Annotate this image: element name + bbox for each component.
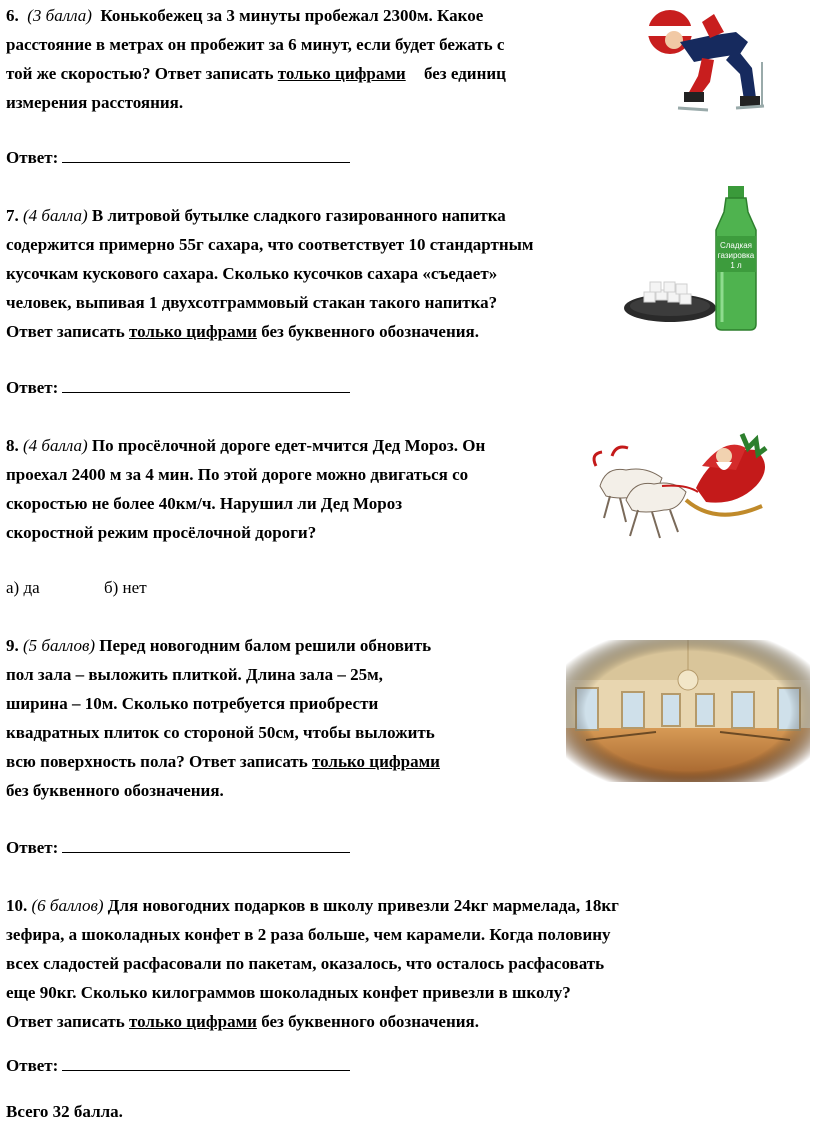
q7-line-5 [6, 320, 479, 344]
q9-text-6: без буквенного обозначения. [6, 781, 224, 800]
q7-text-5b: без буквенного обозначения. [261, 322, 480, 341]
q6-line-4 [6, 91, 183, 115]
q9-line-3 [6, 692, 378, 716]
q10-line-3 [6, 952, 604, 976]
answer-blank[interactable] [62, 378, 350, 393]
q9-line-5 [6, 750, 440, 774]
q10-points: (6 баллов) [31, 896, 104, 915]
q6-line-1 [6, 4, 634, 28]
bottle-label-line-1: Сладкая [719, 241, 753, 250]
q9-line-4 [6, 721, 435, 745]
q8-points: (4 балла) [23, 436, 88, 455]
q6-number: 6. [6, 6, 19, 25]
answer-label: Ответ: [6, 378, 59, 397]
q6-text-2: расстояние в метрах он пробежит за 6 минут, если будет бежать с [6, 35, 505, 54]
q6-text-3b: без единиц [423, 64, 506, 83]
q7-answer-line [6, 378, 350, 398]
q7-text-3: кусочкам кускового сахара. Сколько кусочков сахара «съедает» [6, 264, 498, 283]
total-points: Всего 32 балла. [6, 1102, 123, 1121]
q9-text-4: квадратных плиток со стороной 50см, чтобы выложить [6, 723, 435, 742]
q8-line-3 [6, 492, 402, 516]
ballroom-illustration [566, 640, 810, 782]
q10-text-5b: без буквенного обозначения. [261, 1012, 480, 1031]
soda-bottle-illustration [622, 182, 772, 334]
q6-text-4: измерения расстояния. [6, 93, 184, 112]
q10-line-5 [6, 1010, 479, 1034]
q8-line-4 [6, 521, 316, 545]
q10-text-1: Для новогодних подарков в школу привезли 24кг мармелада, 18кг [107, 896, 619, 915]
q10-answer-line [6, 1056, 350, 1076]
answer-label: Ответ: [6, 148, 59, 167]
q7-text-4: человек, выпивая 1 двухсотграммовый стакан такого напитка? [6, 293, 498, 312]
q8-number: 8. [6, 436, 19, 455]
answer-label: Ответ: [6, 1056, 59, 1075]
ded-moroz-sleigh-illustration [586, 426, 774, 554]
q8-text-4: скоростной режим просёлочной дороги? [6, 523, 317, 542]
q6-underlined: только цифрами [277, 64, 406, 83]
q8-option-a[interactable]: а) да [6, 578, 40, 597]
q7-underlined: только цифрами [129, 322, 257, 341]
answer-label: Ответ: [6, 838, 59, 857]
q10-line-4 [6, 981, 571, 1005]
q10-underlined: только цифрами [129, 1012, 257, 1031]
q8-text-1: По просёлочной дороге едет-мчится Дед Мороз. Он [91, 436, 486, 455]
q6-text-1: Конькобежец за 3 минуты пробежал 2300м. Какое [100, 6, 484, 25]
answer-blank[interactable] [62, 838, 350, 853]
q8-line-2 [6, 463, 468, 487]
q10-text-2: зефира, а шоколадных конфет в 2 раза больше, чем карамели. Когда половину [6, 925, 611, 944]
q9-answer-line [6, 838, 350, 858]
answer-blank[interactable] [62, 1056, 350, 1071]
q9-text-5a: всю поверхность пола? Ответ записать [6, 752, 308, 771]
q9-number: 9. [6, 636, 19, 655]
q8-options [6, 578, 147, 598]
q6-answer-line [6, 148, 350, 168]
q9-text-2: пол зала – выложить плиткой. Длина зала – 25м, [6, 665, 383, 684]
q10-line-2 [6, 923, 611, 947]
q6-text-3a: той же скоростью? Ответ записать [6, 64, 274, 83]
q7-line-4 [6, 291, 497, 315]
q9-line-6 [6, 779, 224, 803]
q10-number: 10. [6, 896, 28, 915]
q8-option-b[interactable]: б) нет [104, 578, 147, 597]
q8-text-3: скоростью не более 40км/ч. Нарушил ли Дед Мороз [6, 494, 403, 513]
q7-text-1: В литровой бутылке сладкого газированного напитка [91, 206, 506, 225]
q9-points: (5 баллов) [23, 636, 96, 655]
q9-text-3: ширина – 10м. Сколько потребуется приобрести [6, 694, 379, 713]
q7-points: (4 балла) [23, 206, 88, 225]
q9-line-2 [6, 663, 383, 687]
q7-text-2: содержится примерно 55г сахара, что соответствует 10 стандартным [6, 235, 534, 254]
q9-underlined: только цифрами [312, 752, 440, 771]
q9-text-1: Перед новогодним балом решили обновить [99, 636, 432, 655]
q6-line-3 [6, 62, 634, 86]
skater-illustration [640, 2, 770, 120]
q10-line-1 [6, 894, 619, 918]
q10-text-3: всех сладостей расфасовали по пакетам, оказалось, что осталось расфасовать [6, 954, 605, 973]
answer-blank[interactable] [62, 148, 350, 163]
bottle-label-line-2: газировка [717, 251, 755, 260]
q10-text-5a: Ответ записать [6, 1012, 125, 1031]
q7-text-5a: Ответ записать [6, 322, 125, 341]
q6-line-2 [6, 33, 634, 57]
q6-points: (3 балла) [27, 6, 92, 25]
q7-line-2 [6, 233, 533, 257]
q7-line-3 [6, 262, 497, 286]
q8-line-1 [6, 434, 485, 458]
q10-text-4: еще 90кг. Сколько килограммов шоколадных конфет привезли в школу? [6, 983, 571, 1002]
q7-line-1 [6, 204, 506, 228]
q7-number: 7. [6, 206, 19, 225]
bottle-label-line-3: 1 л [730, 261, 742, 270]
q9-line-1 [6, 634, 431, 658]
q8-text-2: проехал 2400 м за 4 мин. По этой дороге можно двигаться со [6, 465, 469, 484]
